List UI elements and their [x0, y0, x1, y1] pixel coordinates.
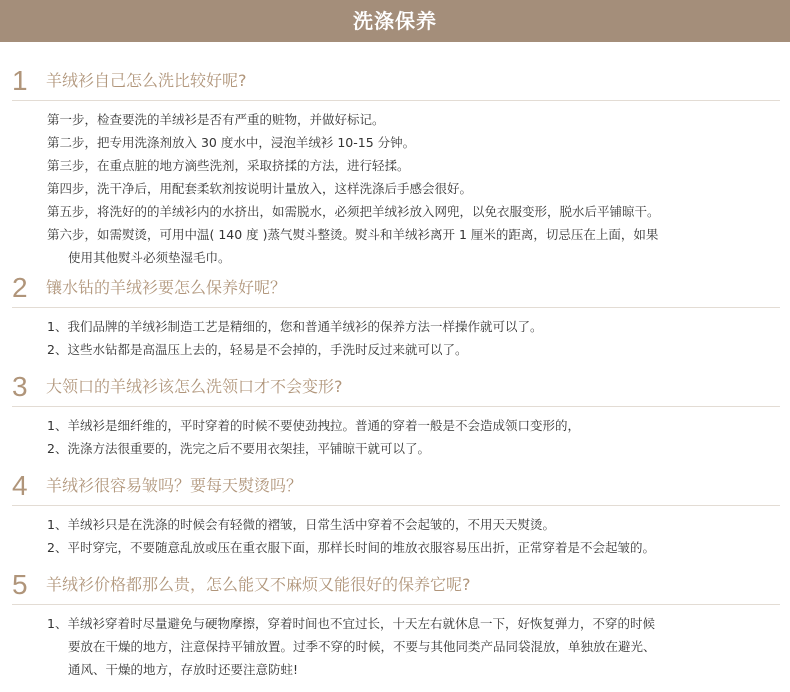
answer-list — [47, 414, 782, 460]
question-text: 镶水钻的羊绒衫要怎么保养好呢？ — [46, 278, 287, 297]
answer-line: 通风、干燥的地方，存放时还要注意防蛀! — [68, 662, 299, 677]
question-text: 羊绒衫自己怎么洗比较好呢? — [46, 71, 247, 90]
answer-line: 第四步，洗干净后，用配套柔软剂按说明计量放入，这样洗涤后手感会很好。 — [47, 181, 473, 196]
section-divider — [12, 307, 780, 308]
faq-question-row — [0, 568, 790, 602]
answer-line: 第五步，将洗好的的羊绒衫内的水挤出，如需脱水，必须把羊绒衫放入网兜，以免衣服变形，脱水后平铺晾干。 — [47, 204, 660, 219]
answer-line: 第二步，把专用洗涤剂放入 30 度水中，浸泡羊绒衫 10-15 分钟。 — [47, 135, 416, 150]
faq-section-2 — [0, 271, 790, 357]
faq-section-5 — [0, 568, 790, 677]
answer-line: 2、这些水钻都是高温压上去的，轻易是不会掉的，手洗时反过来就可以了。 — [47, 342, 468, 357]
answer-line: 1、我们品牌的羊绒衫制造工艺是精细的，您和普通羊绒衫的保养方法一样操作就可以了。 — [47, 319, 543, 334]
answer-list — [47, 612, 782, 681]
answer-list — [47, 513, 782, 559]
faq-question-row — [0, 469, 790, 503]
answer-line: 第一步，检查要洗的羊绒衫是否有严重的赃物，并做好标记。 — [47, 112, 385, 127]
answer-line: 2、洗涤方法很重要的，洗完之后不要用衣架挂，平铺晾干就可以了。 — [47, 441, 430, 456]
answer-line: 2、平时穿完，不要随意乱放或压在重衣服下面，那样长时间的堆放衣服容易压出折，正常穿着是不会起皱的。 — [47, 540, 655, 555]
question-number: 3 — [12, 371, 28, 402]
answer-line: 1、羊绒衫穿着时尽量避免与硬物摩擦，穿着时间也不宜过长，十天左右就休息一下，好恢复弹力，不穿的时候 — [47, 616, 655, 631]
answer-line: 1、羊绒衫只是在洗涤的时候会有轻微的褶皱，日常生活中穿着不会起皱的，不用天天熨烫。 — [47, 517, 555, 532]
question-number: 5 — [12, 569, 28, 600]
answer-line: 1、羊绒衫是细纤维的，平时穿着的时候不要使劲拽拉。普通的穿着一般是不会造成领口变形的， — [47, 418, 580, 433]
answer-line: 使用其他熨斗必须垫湿毛巾。 — [68, 250, 231, 265]
answer-line: 第三步，在重点脏的地方滴些洗剂，采取挤揉的方法，进行轻揉。 — [47, 158, 410, 173]
question-number: 2 — [12, 272, 28, 303]
answer-line: 要放在干燥的地方，注意保持平铺放置。过季不穿的时候，不要与其他同类产品同袋混放，单独放在避光、 — [68, 639, 656, 654]
question-text: 大领口的羊绒衫该怎么洗领口才不会变形? — [46, 377, 343, 396]
section-divider — [12, 604, 780, 605]
question-text: 羊绒衫价格都那么贵，怎么能又不麻烦又能很好的保养它呢? — [46, 575, 471, 594]
answer-list — [47, 315, 782, 361]
question-text: 羊绒衫很容易皱吗？要每天熨烫吗？ — [46, 476, 303, 495]
faq-question-row — [0, 271, 790, 305]
question-number: 1 — [12, 65, 28, 96]
question-number: 4 — [12, 470, 28, 501]
answer-line: 第六步，如需熨烫，可用中温( 140 度 )蒸气熨斗整烫。熨斗和羊绒衫离开 1 厘米的距离，切忌压在上面，如果 — [47, 227, 659, 242]
faq-section-3 — [0, 370, 790, 456]
header-banner — [0, 0, 790, 42]
page-title: 洗涤保养 — [353, 9, 437, 33]
faq-section-4 — [0, 469, 790, 555]
faq-section-1 — [0, 64, 790, 265]
section-divider — [12, 406, 780, 407]
section-divider — [12, 100, 780, 101]
faq-question-row — [0, 64, 790, 98]
answer-list — [47, 108, 782, 269]
section-divider — [12, 505, 780, 506]
faq-question-row — [0, 370, 790, 404]
